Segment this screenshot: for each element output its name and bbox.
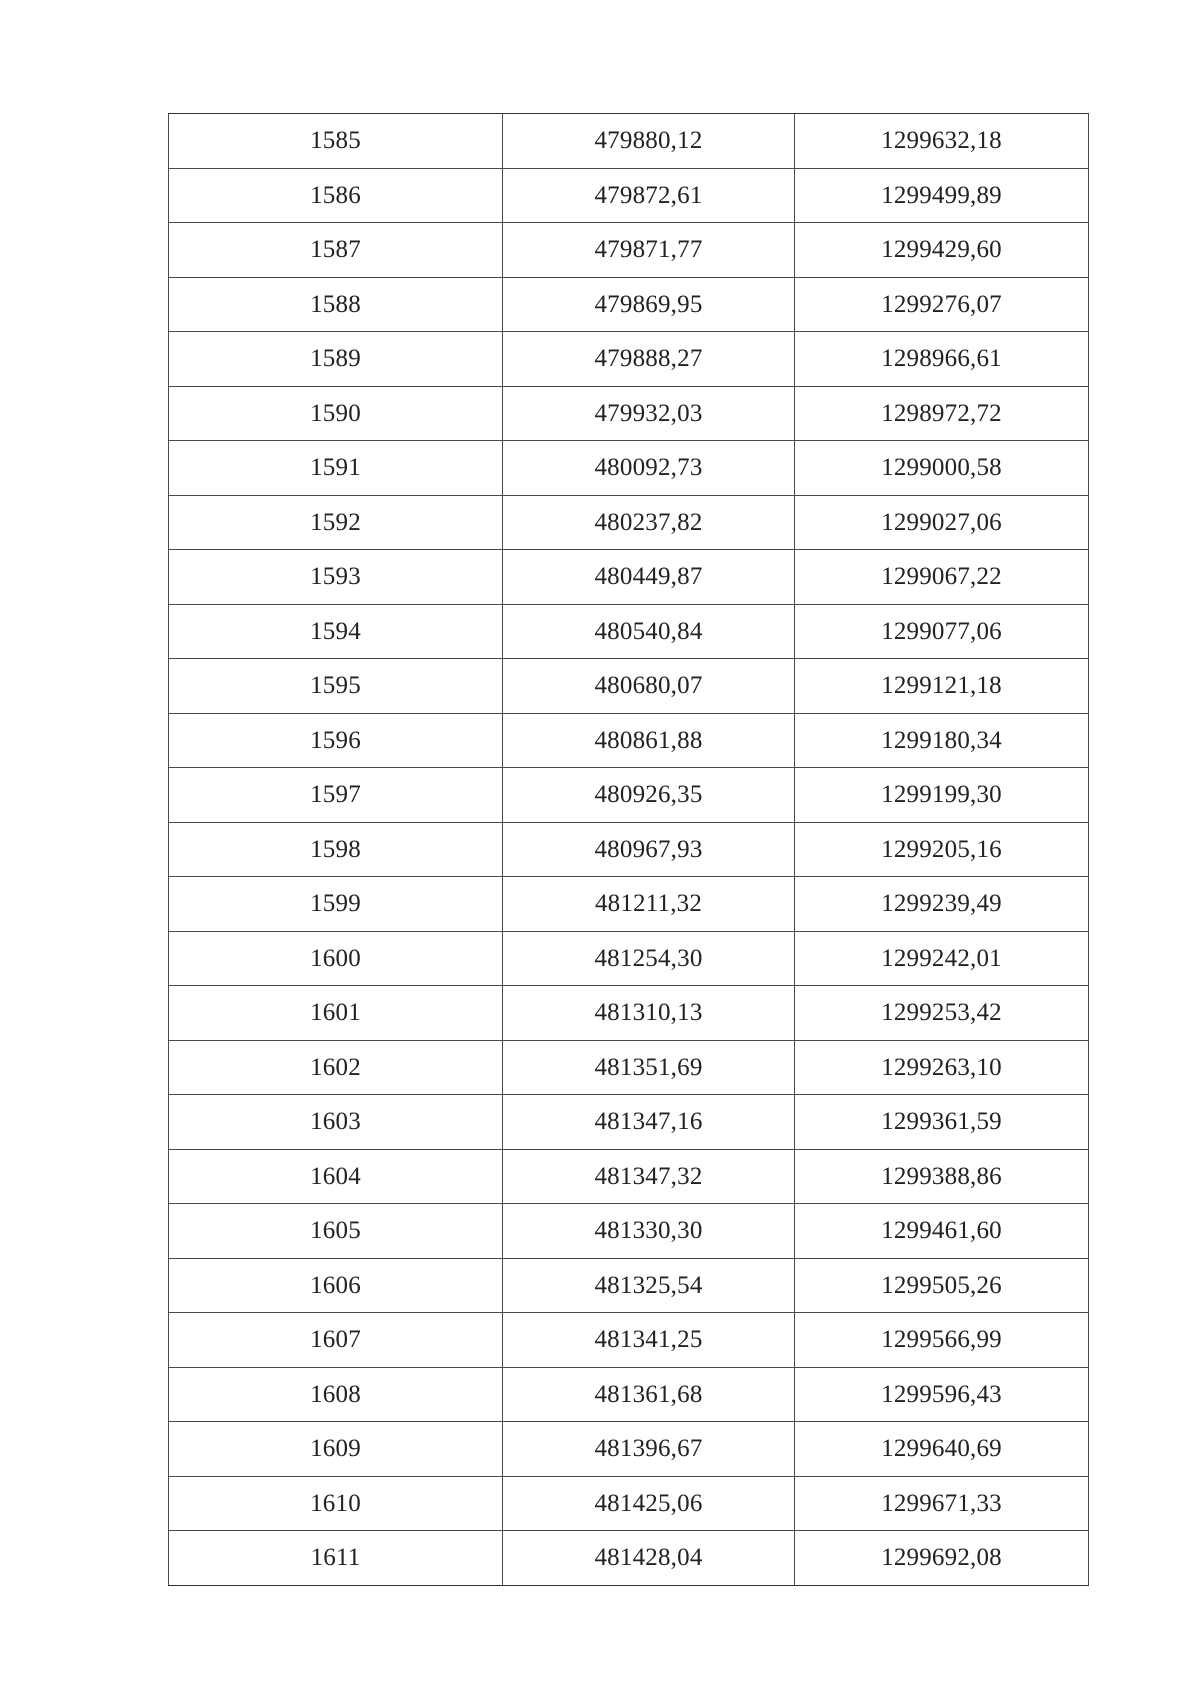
x-coordinate-cell: 481425,06 <box>503 1476 795 1531</box>
point-number-cell: 1610 <box>169 1476 503 1531</box>
x-coordinate-cell: 481347,16 <box>503 1095 795 1150</box>
point-number-cell: 1586 <box>169 168 503 223</box>
point-number-cell: 1587 <box>169 223 503 278</box>
table-row <box>169 931 1089 986</box>
point-number-cell: 1592 <box>169 495 503 550</box>
x-coordinate-cell: 479880,12 <box>503 114 795 169</box>
table-row <box>169 713 1089 768</box>
x-coordinate-cell: 480237,82 <box>503 495 795 550</box>
point-number-cell: 1604 <box>169 1149 503 1204</box>
x-coordinate-cell: 481361,68 <box>503 1367 795 1422</box>
x-coordinate-cell: 481396,67 <box>503 1422 795 1477</box>
table-row <box>169 604 1089 659</box>
y-coordinate-cell: 1299671,33 <box>795 1476 1089 1531</box>
y-coordinate-cell: 1299199,30 <box>795 768 1089 823</box>
y-coordinate-cell: 1299361,59 <box>795 1095 1089 1150</box>
table-row <box>169 1367 1089 1422</box>
y-coordinate-cell: 1298966,61 <box>795 332 1089 387</box>
y-coordinate-cell: 1299388,86 <box>795 1149 1089 1204</box>
table-row <box>169 223 1089 278</box>
point-number-cell: 1588 <box>169 277 503 332</box>
table-row <box>169 1313 1089 1368</box>
table-row <box>169 550 1089 605</box>
y-coordinate-cell: 1299067,22 <box>795 550 1089 605</box>
y-coordinate-cell: 1299000,58 <box>795 441 1089 496</box>
y-coordinate-cell: 1299077,06 <box>795 604 1089 659</box>
x-coordinate-cell: 481330,30 <box>503 1204 795 1259</box>
table-row <box>169 1204 1089 1259</box>
x-coordinate-cell: 479888,27 <box>503 332 795 387</box>
x-coordinate-cell: 480092,73 <box>503 441 795 496</box>
x-coordinate-cell: 481351,69 <box>503 1040 795 1095</box>
point-number-cell: 1600 <box>169 931 503 986</box>
table-row <box>169 1149 1089 1204</box>
table-row <box>169 277 1089 332</box>
table-row <box>169 495 1089 550</box>
table-row <box>169 1095 1089 1150</box>
y-coordinate-cell: 1299253,42 <box>795 986 1089 1041</box>
x-coordinate-cell: 481325,54 <box>503 1258 795 1313</box>
y-coordinate-cell: 1299640,69 <box>795 1422 1089 1477</box>
table-row <box>169 822 1089 877</box>
point-number-cell: 1591 <box>169 441 503 496</box>
y-coordinate-cell: 1299499,89 <box>795 168 1089 223</box>
y-coordinate-cell: 1299180,34 <box>795 713 1089 768</box>
table-row <box>169 386 1089 441</box>
y-coordinate-cell: 1299596,43 <box>795 1367 1089 1422</box>
x-coordinate-cell: 480926,35 <box>503 768 795 823</box>
point-number-cell: 1590 <box>169 386 503 441</box>
point-number-cell: 1605 <box>169 1204 503 1259</box>
point-number-cell: 1603 <box>169 1095 503 1150</box>
table-row <box>169 659 1089 714</box>
point-number-cell: 1601 <box>169 986 503 1041</box>
y-coordinate-cell: 1299429,60 <box>795 223 1089 278</box>
x-coordinate-cell: 481428,04 <box>503 1531 795 1586</box>
point-number-cell: 1602 <box>169 1040 503 1095</box>
x-coordinate-cell: 480861,88 <box>503 713 795 768</box>
table-row <box>169 1476 1089 1531</box>
table-row <box>169 332 1089 387</box>
y-coordinate-cell: 1299505,26 <box>795 1258 1089 1313</box>
point-number-cell: 1595 <box>169 659 503 714</box>
x-coordinate-cell: 481347,32 <box>503 1149 795 1204</box>
x-coordinate-cell: 479872,61 <box>503 168 795 223</box>
point-number-cell: 1606 <box>169 1258 503 1313</box>
x-coordinate-cell: 481254,30 <box>503 931 795 986</box>
point-number-cell: 1597 <box>169 768 503 823</box>
point-number-cell: 1593 <box>169 550 503 605</box>
table-row <box>169 1258 1089 1313</box>
point-number-cell: 1585 <box>169 114 503 169</box>
point-number-cell: 1608 <box>169 1367 503 1422</box>
y-coordinate-cell: 1299239,49 <box>795 877 1089 932</box>
table-row <box>169 1040 1089 1095</box>
y-coordinate-cell: 1299205,16 <box>795 822 1089 877</box>
y-coordinate-cell: 1299461,60 <box>795 1204 1089 1259</box>
x-coordinate-cell: 481211,32 <box>503 877 795 932</box>
x-coordinate-cell: 479871,77 <box>503 223 795 278</box>
table-row <box>169 114 1089 169</box>
x-coordinate-cell: 480967,93 <box>503 822 795 877</box>
point-number-cell: 1607 <box>169 1313 503 1368</box>
x-coordinate-cell: 481310,13 <box>503 986 795 1041</box>
table-row <box>169 441 1089 496</box>
x-coordinate-cell: 480449,87 <box>503 550 795 605</box>
point-number-cell: 1596 <box>169 713 503 768</box>
y-coordinate-cell: 1299692,08 <box>795 1531 1089 1586</box>
y-coordinate-cell: 1299121,18 <box>795 659 1089 714</box>
coordinates-table-body <box>169 114 1089 1586</box>
x-coordinate-cell: 481341,25 <box>503 1313 795 1368</box>
y-coordinate-cell: 1299566,99 <box>795 1313 1089 1368</box>
point-number-cell: 1599 <box>169 877 503 932</box>
y-coordinate-cell: 1299242,01 <box>795 931 1089 986</box>
x-coordinate-cell: 480540,84 <box>503 604 795 659</box>
y-coordinate-cell: 1298972,72 <box>795 386 1089 441</box>
point-number-cell: 1589 <box>169 332 503 387</box>
x-coordinate-cell: 480680,07 <box>503 659 795 714</box>
point-number-cell: 1611 <box>169 1531 503 1586</box>
coordinates-table <box>168 113 1089 1586</box>
table-row <box>169 168 1089 223</box>
point-number-cell: 1598 <box>169 822 503 877</box>
x-coordinate-cell: 479869,95 <box>503 277 795 332</box>
table-row <box>169 986 1089 1041</box>
y-coordinate-cell: 1299632,18 <box>795 114 1089 169</box>
y-coordinate-cell: 1299276,07 <box>795 277 1089 332</box>
table-row <box>169 877 1089 932</box>
y-coordinate-cell: 1299263,10 <box>795 1040 1089 1095</box>
x-coordinate-cell: 479932,03 <box>503 386 795 441</box>
point-number-cell: 1609 <box>169 1422 503 1477</box>
table-row <box>169 1422 1089 1477</box>
table-row <box>169 1531 1089 1586</box>
y-coordinate-cell: 1299027,06 <box>795 495 1089 550</box>
table-row <box>169 768 1089 823</box>
point-number-cell: 1594 <box>169 604 503 659</box>
